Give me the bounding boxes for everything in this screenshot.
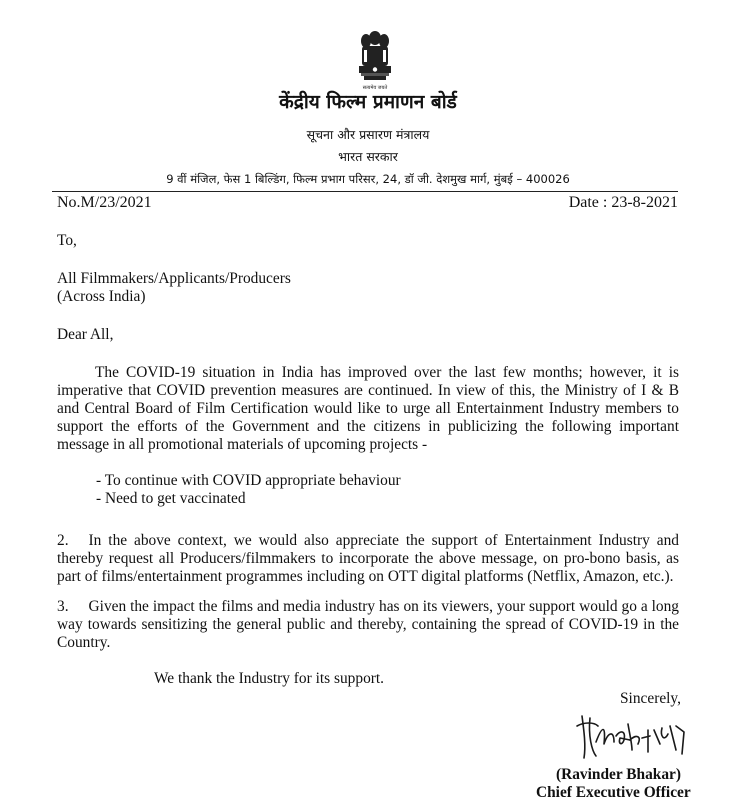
handwritten-signature (572, 696, 692, 768)
signatory-name: (Ravinder Bhakar) (556, 766, 681, 783)
recipient-line: (Across India) (57, 288, 146, 305)
emblem-caption: सत्यमेव जयते (362, 85, 388, 91)
paragraph-2 (57, 532, 679, 586)
paragraph-1-text: The COVID-19 situation in India has improved over the last few months; however, it is imperative that COVID prevention measures are continued. In view of this, the Ministry of I & B and Central Board of Film Certification would like to urge all Entertainment Industry members to support the efforts of the Government and the citizens in publicizing the following important message in all promotional materials of upcoming projects - (57, 364, 679, 453)
paragraph-3-number: 3. (57, 598, 69, 615)
national-emblem-icon (352, 28, 398, 92)
recipient-line: All Filmmakers/Applicants/Producers (57, 270, 291, 287)
ministry-line: सूचना और प्रसारण मंत्रालय (306, 127, 430, 142)
to-line: To, (57, 232, 77, 249)
paragraph-2-number: 2. (57, 532, 69, 549)
signatory-title: Chief Executive Officer (536, 784, 691, 801)
paragraph-3-text: Given the impact the films and media industry has on its viewers, your support would go a long way towards sensitizing the general public and thereby, containing the spread of COVID-19 in the Country. (57, 598, 679, 651)
closing: Sincerely, (620, 690, 681, 707)
paragraph-1 (57, 364, 679, 454)
government-line: भारत सरकार (338, 149, 398, 164)
office-address: 9 वीं मंजिल, फेस 1 बिल्डिंग, फिल्म प्रभाग परिसर, 24, डॉ जी. देशमुख मार्ग, मुंबई – 400026 (166, 172, 570, 186)
paragraph-2-text: In the above context, we would also appreciate the support of Entertainment Industry and thereby request all Producers/filmmakers to incorporate the above message, on pro-bono basis, as part of films/entertainment programmes including on OTT digital platforms (Netflix, Amazon, etc.). (57, 532, 679, 585)
thanks-line: We thank the Industry for its support. (154, 670, 385, 687)
letter-date: Date : 23-8-2021 (568, 194, 678, 211)
bullet-item: - Need to get vaccinated (96, 490, 246, 507)
header-divider (52, 191, 678, 192)
paragraph-3 (57, 598, 679, 652)
salutation: Dear All, (57, 326, 114, 343)
org-title: केंद्रीय फिल्म प्रमाणन बोर्ड (279, 91, 457, 113)
reference-number: No.M/23/2021 (57, 194, 152, 211)
bullet-item: - To continue with COVID appropriate behaviour (96, 472, 401, 489)
